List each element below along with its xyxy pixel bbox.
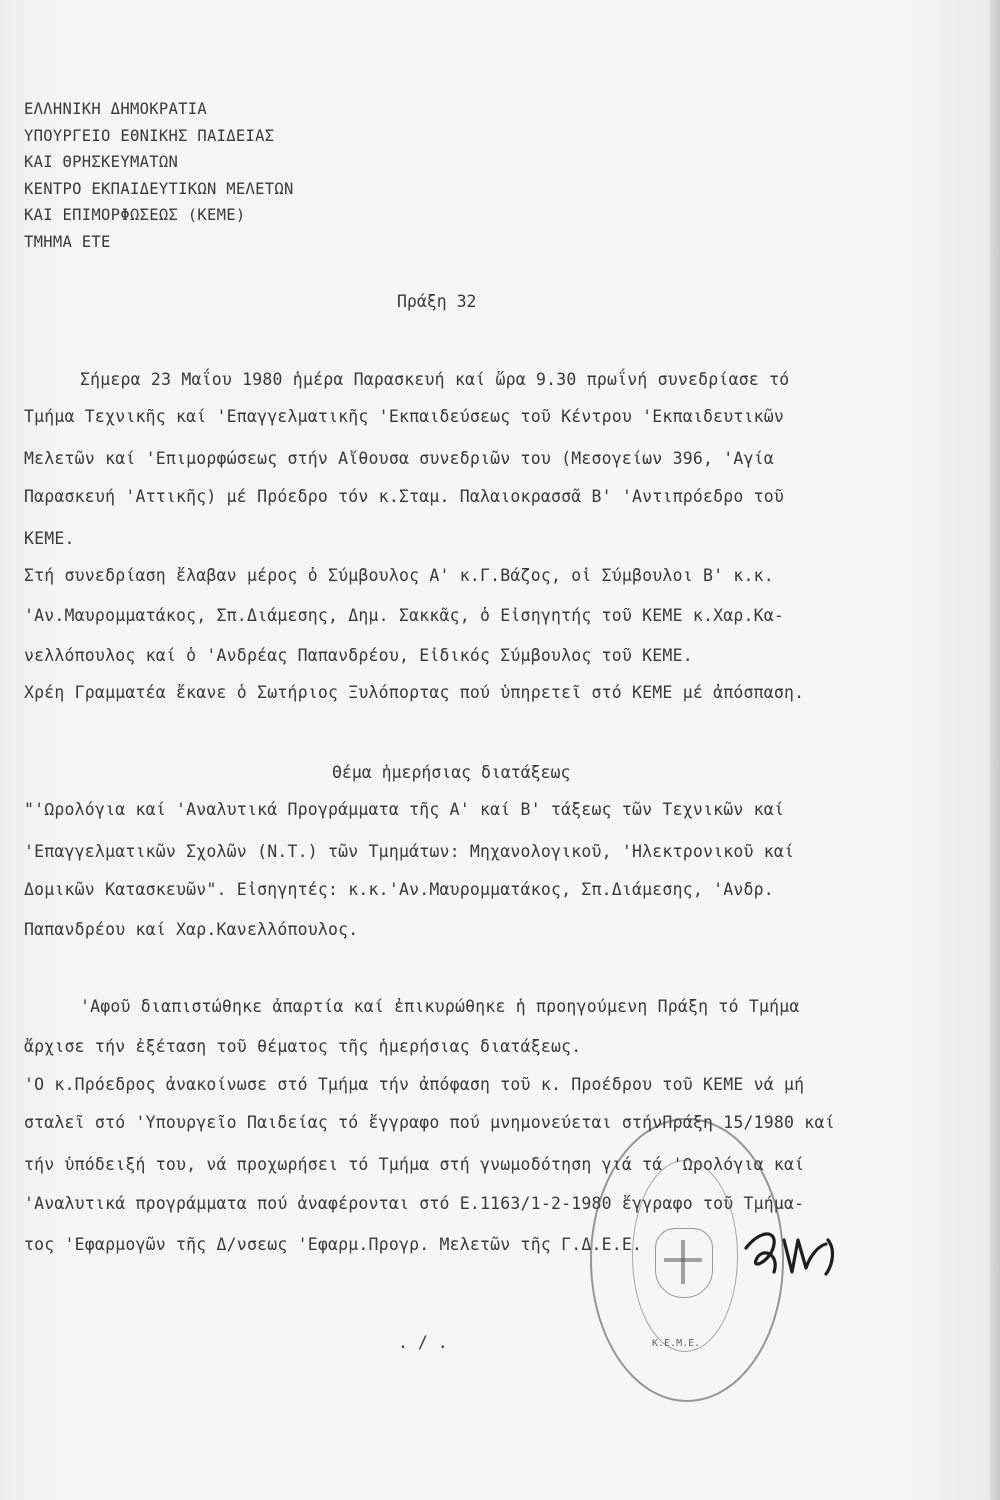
page-edge bbox=[990, 0, 1000, 1500]
letterhead-line: ΚΑΙ ΕΠΙΜΟΡΦΩΣΕΩΣ (ΚΕΜΕ) bbox=[24, 206, 246, 224]
agenda-line: "'Ωρολόγια καί 'Αναλυτικά Προγράμματα τῆς Α' καί Β' τάξεως τῶν Τεχνικῶν καί bbox=[24, 800, 785, 819]
cross-icon bbox=[681, 1240, 685, 1284]
body-line: 'Αφοῦ διαπιστώθηκε ἀπαρτία καί ἐπικυρώθηκε ἡ προηγούμενη Πράξη τό Τμήμα bbox=[80, 997, 800, 1016]
letterhead-line: ΕΛΛΗΝΙΚΗ ΔΗΜΟΚΡΑΤΙΑ bbox=[24, 100, 208, 118]
continuation-mark: . / . bbox=[398, 1333, 448, 1352]
body-line: Παρασκευή 'Αττικῆς) μέ Πρόεδρο τόν κ.Σταμ. Παλαιοκρασσᾶ Β' 'Αντιπρόεδρο τοῦ bbox=[24, 487, 785, 506]
letterhead-line: ΚΑΙ ΘΡΗΣΚΕΥΜΑΤΩΝ bbox=[24, 153, 179, 171]
letterhead bbox=[24, 96, 294, 255]
stamp-label: Κ.Ε.Μ.Ε. bbox=[652, 1338, 701, 1349]
letterhead-line: ΥΠΟΥΡΓΕΙΟ ΕΘΝΙΚΗΣ ΠΑΙΔΕΙΑΣ bbox=[24, 126, 275, 145]
body-line: Τμήμα Τεχνικῆς καί 'Επαγγελματικῆς 'Εκπαιδεύσεως τοῦ Κέντρου 'Εκπαιδευτικῶν bbox=[24, 407, 785, 426]
body-line: 'Αν.Μαυρομματάκος, Σπ.Διάμεσης, Δημ. Σακκᾶς, ὁ Εἰσηγητής τοῦ ΚΕΜΕ κ.Χαρ.Κα- bbox=[24, 606, 785, 625]
body-line: 'Αναλυτικά προγράμματα πού ἀναφέρονται στό Ε.1163/1-2-1980 ἔγγραφο τοῦ Τμήμα- bbox=[24, 1194, 805, 1213]
act-title: Πράξη 32 bbox=[397, 292, 477, 311]
letterhead-line: ΚΕΝΤΡΟ ΕΚΠΑΙΔΕΥΤΙΚΩΝ ΜΕΛΕΤΩΝ bbox=[24, 179, 294, 198]
body-line: ΚΕΜΕ. bbox=[24, 529, 75, 548]
body-line: Χρέη Γραμματέα ἔκανε ὁ Σωτήριος Ξυλόπορτας πού ὑπηρετεῖ στό ΚΕΜΕ μέ ἀπόσπαση. bbox=[24, 683, 805, 702]
body-line: 'Ο κ.Πρόεδρος ἀνακοίνωσε στό Τμήμα τήν ἀπόφαση τοῦ κ. Προέδρου τοῦ ΚΕΜΕ νά μή bbox=[24, 1075, 805, 1094]
agenda-line: 'Επαγγελματικῶν Σχολῶν (Ν.Τ.) τῶν Τμημάτων: Μηχανολογικοῦ, 'Ηλεκτρονικοῦ καί bbox=[24, 842, 795, 861]
body-line: Σήμερα 23 Μαΐου 1980 ἡμέρα Παρασκευή καί ὥρα 9.30 πρωΐνή συνεδρίασε τό bbox=[80, 370, 790, 389]
body-line: τος 'Εφαρμογῶν τῆς Δ/νσεως 'Εφαρμ.Προγρ. Μελετῶν τῆς Γ.Δ.Ε.Ε. bbox=[24, 1235, 643, 1254]
agenda-line: Δομικῶν Κατασκευῶν". Εἰσηγητές: κ.κ.'Αν.Μαυρομματάκος, Σπ.Διάμεσης, 'Ανδρ. bbox=[24, 880, 774, 899]
cross-icon bbox=[664, 1258, 702, 1262]
body-line: ἄρχισε τήν ἐξέταση τοῦ θέματος τῆς ἡμερήσιας διατάξεως. bbox=[24, 1037, 582, 1056]
agenda-title: Θέμα ἡμερήσιας διατάξεως bbox=[332, 763, 571, 782]
letterhead-line: ΤΜΗΜΑ ΕΤΕ bbox=[24, 232, 111, 251]
signature-icon bbox=[740, 1210, 860, 1290]
body-line: Μελετῶν καί 'Επιμορφώσεως στήν Αἴθουσα συνεδριῶν του (Μεσογείων 396, 'Αγία bbox=[24, 449, 774, 468]
agenda-line: Παπανδρέου καί Χαρ.Κανελλόπουλος. bbox=[24, 920, 359, 939]
body-line: Στή συνεδρίαση ἔλαβαν μέρος ὁ Σύμβουλος Α' κ.Γ.Βάζος, οἱ Σύμβουλοι Β' κ.κ. bbox=[24, 566, 774, 585]
body-line: τήν ὑπόδειξή του, νά προχωρήσει τό Τμήμα στή γνωμοδότηση γιά τά 'Ωρολόγια καί bbox=[24, 1155, 805, 1174]
body-line: σταλεῖ στό 'Υπουργεῖο Παιδείας τό ἔγγραφο πού μνημονεύεται στήνΠράξη 15/1980 καί bbox=[24, 1113, 835, 1132]
body-line: νελλόπουλος καί ὁ 'Ανδρέας Παπανδρέου, Εἰδικός Σύμβουλος τοῦ ΚΕΜΕ. bbox=[24, 646, 693, 665]
